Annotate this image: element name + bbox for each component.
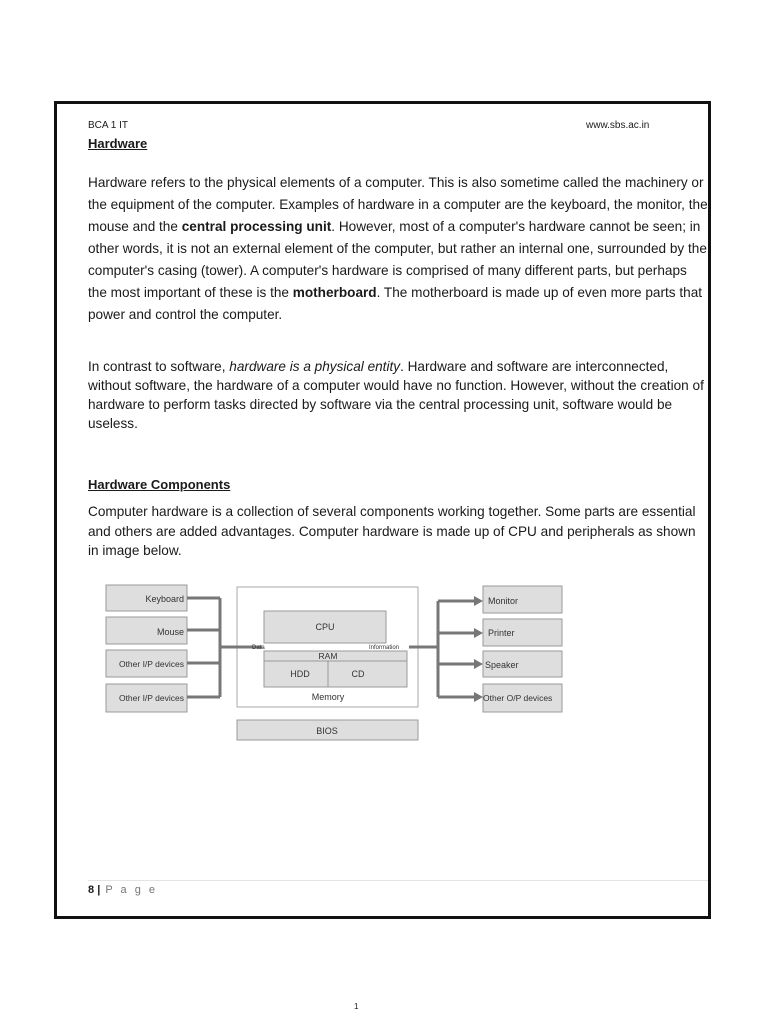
footer <box>88 884 158 896</box>
bios-label: BIOS <box>316 726 338 736</box>
hardware-diagram <box>104 580 574 753</box>
output-label-other: Other O/P devices <box>483 693 553 703</box>
header-course: BCA 1 IT <box>88 120 129 131</box>
input-label-other-2: Other I/P devices <box>118 693 184 703</box>
header-website: www.sbs.ac.in <box>586 120 650 131</box>
output-arrowheads <box>474 596 483 702</box>
ram-label: RAM <box>318 651 338 661</box>
output-label-speaker: Speaker <box>485 660 519 670</box>
output-label-monitor: Monitor <box>488 596 519 606</box>
memory-label: Memory <box>311 692 345 702</box>
scan-page-number: 1 <box>354 1002 359 1011</box>
page-word: P a g e <box>105 884 158 896</box>
cd-label: CD <box>351 669 365 679</box>
paragraph-hardware-definition: Hardware refers to the physical elements of a computer. This is also sometime called the machinery or the equipment of the computer. Examples of hardware in a computer are the keyboard, the monitor, the mouse and the central processing unit. However, most of a computer's hardware cannot be seen; in other words, it is not an external element of the computer, but rather an internal one, surrounded by the computer's casing (tower). A computer's hardware is comprised of many different parts, but perhaps the most important of these is the motherboard. The motherboard is made up of even more parts that power and control the computer. <box>88 175 708 322</box>
footer-divider <box>88 880 708 881</box>
data-label: Data <box>252 645 265 651</box>
output-label-printer: Printer <box>488 628 515 638</box>
heading-hardware-components: Hardware Components <box>88 477 231 492</box>
paragraph-hardware-software: In contrast to software, hardware is a physical entity. Hardware and software are interconnected, without software, the hardware of a computer would have no function. However, without the creation of hardware to perform tasks directed by software via the central processing unit, software would be useless. <box>88 359 704 431</box>
input-label-keyboard: Keyboard <box>145 594 184 604</box>
paragraph-hardware-components: Computer hardware is a collection of several components working together. Some parts are essential and others are added advantages. Computer hardware is made up of CPU and peripherals as shown in image below. <box>88 504 696 558</box>
heading-hardware: Hardware <box>88 136 148 151</box>
input-label-other-1: Other I/P devices <box>118 659 184 669</box>
page-separator: | <box>97 884 101 896</box>
information-label: Information <box>369 645 400 651</box>
page-number: 8 <box>88 884 95 896</box>
cpu-label: CPU <box>315 622 335 632</box>
hdd-label: HDD <box>290 669 310 679</box>
input-label-mouse: Mouse <box>156 627 184 637</box>
output-connectors <box>409 601 474 697</box>
